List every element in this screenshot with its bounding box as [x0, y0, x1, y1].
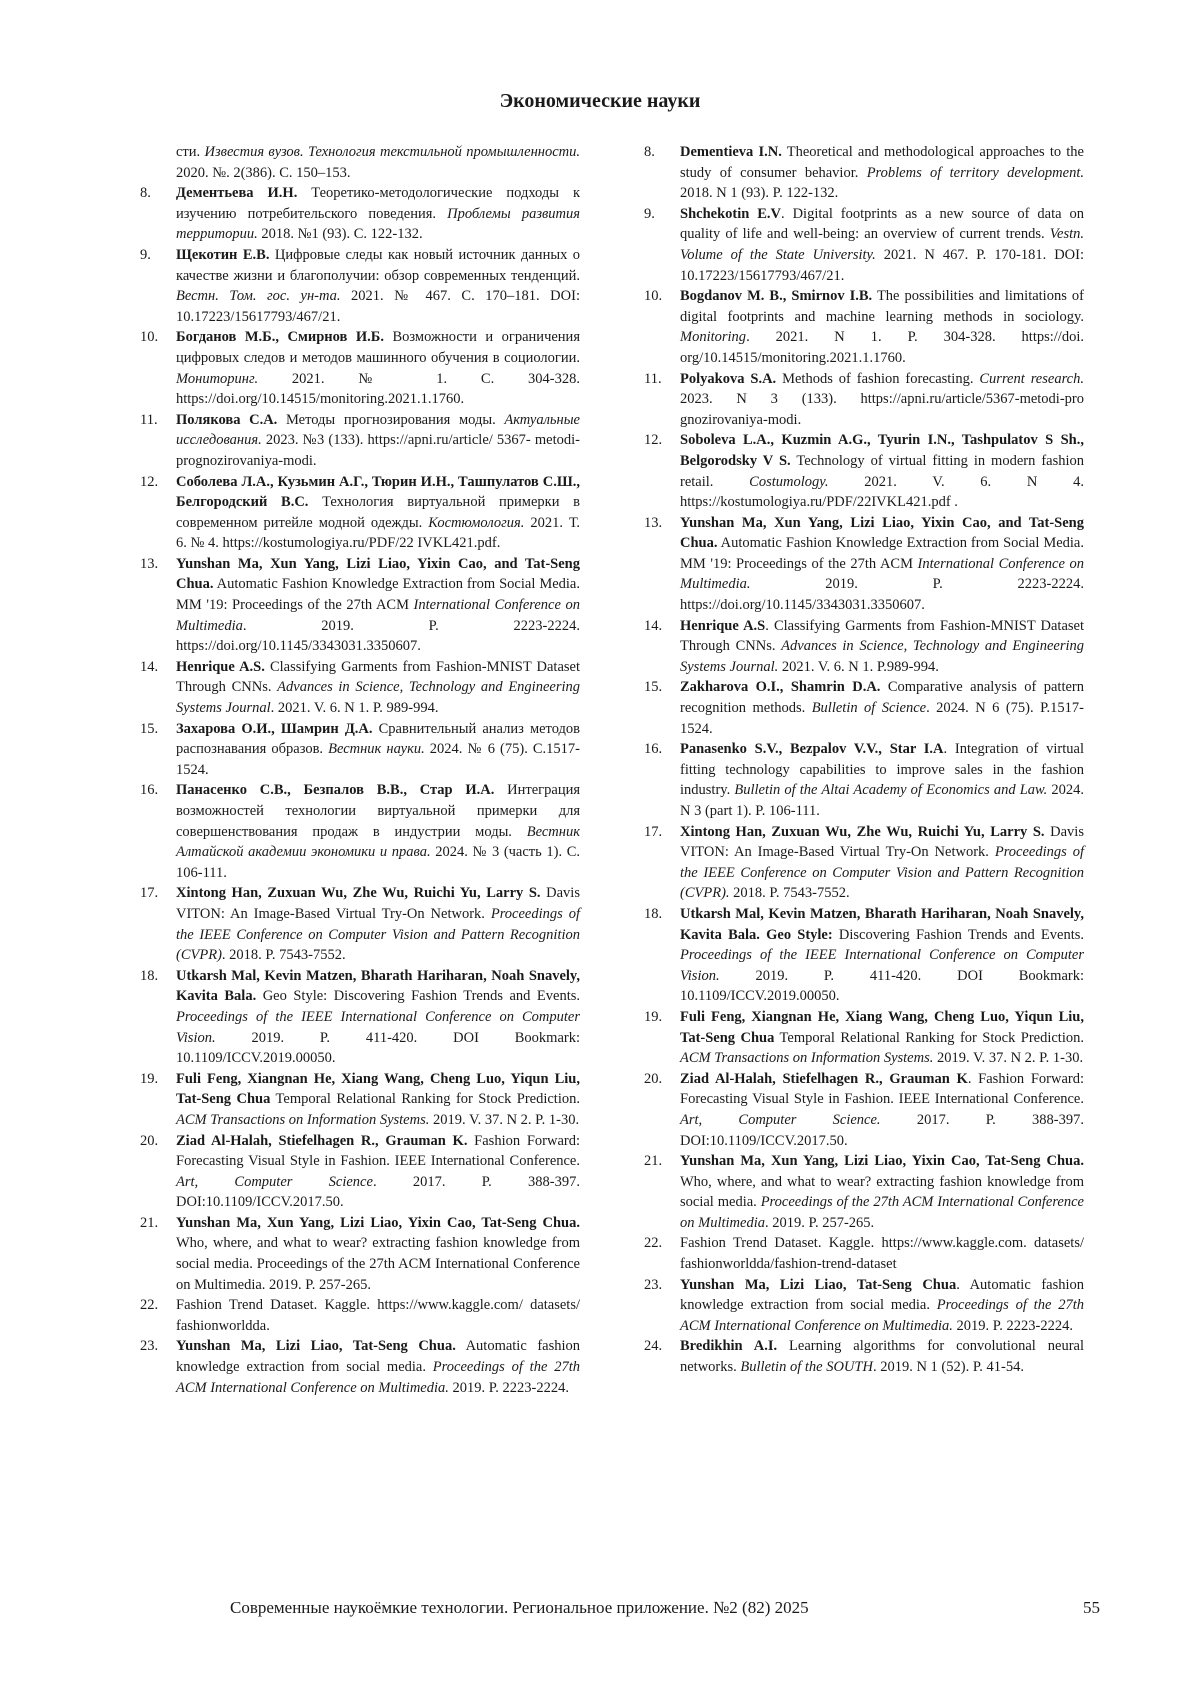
references-right-column [644, 142, 1084, 1378]
reference-item [644, 1275, 1084, 1337]
reference-number: 21. [644, 1153, 663, 1170]
reference-authors: Xintong Han, Zuxuan Wu, Zhe Wu, Ruichi Yu, Larry S. [680, 823, 1045, 840]
reference-text [680, 1275, 1084, 1337]
reference-source: Мониторинг. [176, 370, 259, 387]
reference-source: Monitoring [680, 329, 747, 346]
reference-item [644, 1233, 1084, 1274]
reference-item [644, 616, 1084, 678]
reference-text [176, 780, 580, 883]
reference-details: 2018. N 1 (93). P. 122-132. [680, 185, 839, 202]
reference-number: 22. [140, 1297, 159, 1314]
reference-number: 24. [644, 1338, 663, 1355]
reference-source: Vestn. Volume of the State University. [680, 226, 1084, 263]
reference-number: 8. [644, 144, 655, 160]
reference-source: Вестник Алтайской академии экономики и права. [176, 823, 580, 861]
reference-number: 19. [140, 1070, 159, 1087]
reference-details: 2019. V. 37. N 2. P. 1-30. [933, 1050, 1084, 1067]
reference-source: Advances in Science, Technology and Engineering Systems Journal [176, 679, 581, 717]
reference-item [644, 677, 1084, 739]
reference-item [644, 1151, 1084, 1233]
reference-text [176, 1295, 580, 1336]
reference-item [644, 430, 1084, 512]
reference-text [176, 554, 580, 657]
reference-text [680, 1069, 1084, 1151]
reference-number: 12. [140, 473, 159, 490]
reference-details: . 2024. N 6 (75). P.1517-1524. [680, 700, 1084, 737]
reference-number: 13. [644, 514, 663, 531]
reference-details: . 2021. V. 6. N 1. P. 989-994. [270, 700, 439, 717]
reference-item [644, 904, 1084, 1007]
reference-authors: Bogdanov M. B., Smirnov I.B. [680, 288, 873, 305]
reference-number: 16. [644, 741, 663, 758]
reference-details: Temporal Relational Ranking for Stock Prediction. [774, 1029, 1084, 1046]
reference-details: . 2021. N 1. P. 304-328. https://doi. org/10.14515/monitoring.2021.1.1760. [680, 329, 1084, 366]
reference-source: Bulletin of the Altai Academy of Economics and Law. [734, 782, 1048, 799]
reference-details: Classifying Garments from Fashion-MNIST Dataset Through CNNs. [176, 658, 581, 696]
reference-source: Proceedings of the 27th ACM International Conference on Multimedia [680, 1194, 1084, 1231]
reference-authors: Щекотин Е.В. [176, 246, 270, 263]
reference-details: 2024. № 6 (75). С.1517-1524. [176, 741, 580, 778]
reference-details: Automatic Fashion Knowledge Extraction from Social Media. MM '19: Proceedings of the 27th ACM [680, 535, 1084, 572]
reference-item [644, 1007, 1084, 1069]
reference-authors: Yunshan Ma, Xun Yang, Lizi Liao, Yixin Cao, Tat-Seng Chua. [680, 1153, 1084, 1170]
reference-details: . Fashion Forward: Forecasting Visual Style in Fashion. IEEE International Conference. [680, 1070, 1084, 1108]
reference-details: Davis VITON: An Image-Based Virtual Try-On Network. [680, 823, 1084, 861]
reference-details: Цифровые следы как новый источник данных о качестве жизни и благополучии: обзор современных тенденций. [176, 246, 580, 284]
reference-item [140, 245, 580, 327]
reference-details: . Digital footprints as a new source of data on quality of life and well-being: an overview of current trends. [680, 205, 1084, 243]
reference-item [140, 327, 580, 409]
reference-source: ACM Transactions on Information Systems. [176, 1111, 430, 1128]
reference-details: 2018. P. 7543-7552. [729, 885, 850, 902]
reference-details: 2023. N 3 (133). https://apni.ru/article/5367-metodi-pro gnozirovaniya-modi. [680, 391, 1084, 428]
reference-authors: Ziad Al-Halah, Stiefelhagen R., Grauman K. [176, 1132, 468, 1149]
reference-text [680, 739, 1084, 821]
reference-item [140, 719, 580, 781]
reference-text [680, 369, 1084, 431]
reference-item [140, 966, 580, 1069]
reference-details: . Classifying Garments from Fashion-MNIST Dataset Through CNNs. [680, 617, 1085, 655]
reference-source: Proceedings of the IEEE Conference on Computer Vision and Pattern Recognition (CVPR). [680, 844, 1084, 902]
reference-source: Актуальные исследования. [176, 411, 580, 449]
reference-details: Сравнительный анализ методов распознавания образов. [176, 720, 581, 758]
reference-authors: Utkarsh Mal, Kevin Matzen, Bharath Hariharan, Noah Snavely, Kavita Bala. Geo Style: [680, 905, 1084, 943]
reference-item [140, 1213, 580, 1295]
reference-number: 15. [140, 720, 159, 737]
reference-source: Вестн. Том. гос. ун-та. [176, 288, 341, 305]
reference-number: 18. [140, 967, 159, 984]
reference-authors: Yunshan Ma, Lizi Liao, Tat-Seng Chua. [176, 1338, 456, 1355]
reference-text [176, 245, 580, 327]
reference-number: 11. [140, 411, 158, 428]
reference-details: . 2017. P. 388-397. DOI:10.1109/ICCV.2017.50. [176, 1173, 580, 1211]
reference-authors: Xintong Han, Zuxuan Wu, Zhe Wu, Ruichi Yu, Larry S. [176, 885, 541, 902]
reference-source: Proceedings of the IEEE International Conference on Computer Vision. [680, 947, 1084, 984]
reference-text [176, 1131, 580, 1213]
reference-details: Who, where, and what to wear? extracting fashion knowledge from social media. Proceedings of the 27th ACM International Conference on Multimedia. 2019. P. 257-265. [176, 1235, 580, 1293]
reference-text [680, 430, 1084, 512]
reference-source: Известия вузов. Технология текстильной промышленности. [204, 144, 580, 160]
reference-details: Geo Style: Discovering Fashion Trends and Events. [256, 988, 580, 1005]
reference-authors: Yunshan Ma, Lizi Liao, Tat-Seng Chua [680, 1276, 957, 1293]
reference-number: 23. [140, 1338, 159, 1355]
reference-item [140, 1336, 580, 1398]
reference-number: 15. [644, 679, 663, 696]
reference-text [680, 142, 1084, 204]
reference-source: Costumology. [749, 473, 829, 490]
reference-text [680, 204, 1084, 286]
reference-details: 2021. N 467. P. 170-181. DOI: 10.17223/15617793/467/21. [680, 246, 1084, 284]
reference-item [644, 369, 1084, 431]
reference-item [644, 286, 1084, 368]
reference-details: Fashion Trend Dataset. Kaggle. https://www.kaggle.com/ datasets/ fashionworldda. [176, 1297, 580, 1334]
reference-text [176, 719, 580, 781]
reference-details: 2017. P. 388-397. DOI:10.1109/ICCV.2017.50. [680, 1111, 1084, 1149]
reference-item [140, 1131, 580, 1213]
reference-details: Methods of fashion forecasting. [776, 370, 980, 387]
reference-source: Bulletin of Science [811, 700, 927, 717]
reference-details: Discovering Fashion Trends and Events. [832, 926, 1084, 943]
reference-details: . 2018. P. 7543-7552. [221, 947, 346, 964]
reference-authors: Soboleva L.A., Kuzmin A.G., Tyurin I.N., Tashpulatov S Sh., Belgorodsky V S. [680, 432, 1084, 469]
reference-text [680, 513, 1084, 616]
reference-item [644, 822, 1084, 904]
reference-item [140, 554, 580, 657]
reference-authors: Yunshan Ma, Xun Yang, Lizi Liao, Yixin Cao, and Tat-Seng Chua. [680, 514, 1084, 552]
reference-details: 2021. V. 6. N 1. P.989-994. [778, 658, 939, 675]
reference-details: 2019. P. 411-420. DOI Bookmark: 10.1109/ICCV.2019.00050. [176, 1029, 580, 1067]
reference-text [680, 616, 1084, 678]
reference-source: Problems of territory development. [866, 164, 1084, 181]
reference-number: 23. [644, 1276, 663, 1293]
reference-details: Who, where, and what to wear? extracting fashion knowledge from social media. [680, 1173, 1084, 1211]
reference-authors: Dementieva I.N. [680, 144, 782, 160]
reference-text [176, 1069, 580, 1131]
reference-text [176, 327, 580, 409]
reference-source: Proceedings of the IEEE International Conference on Computer Vision. [176, 1008, 580, 1046]
reference-text [176, 966, 580, 1069]
reference-authors: Соболева Л.А., Кузьмин А.Г., Тюрин И.Н., Ташпулатов С.Ш., Белгородский В.С. [176, 473, 580, 511]
reference-number: 11. [644, 370, 662, 387]
reference-details: Comparative analysis of pattern recognition methods. [680, 679, 1084, 717]
reference-text [680, 1007, 1084, 1069]
reference-details: Fashion Forward: Forecasting Visual Style in Fashion. IEEE International Conference. [176, 1132, 580, 1170]
reference-number: 8. [140, 185, 151, 202]
reference-number: 22. [644, 1235, 663, 1252]
reference-details: Теоретико-методологические подходы к изучению потребительского поведения. [176, 185, 580, 222]
reference-source: Proceedings of the 27th ACM International Conference on Multimedia. [176, 1359, 580, 1396]
reference-number: 16. [140, 782, 159, 799]
reference-item [140, 472, 580, 554]
reference-details: Automatic fashion knowledge extraction from social media. [176, 1338, 581, 1376]
reference-number: 13. [140, 555, 159, 572]
reference-source: Art, Computer Science [176, 1173, 373, 1190]
reference-authors: Yunshan Ma, Xun Yang, Lizi Liao, Yixin Cao, and Tat-Seng Chua. [176, 555, 580, 593]
reference-source: Proceedings of the 27th ACM International Conference on Multimedia. [680, 1297, 1084, 1334]
reference-details: 2021. Т. 6. № 4. https://kostumologiya.ru/PDF/22 IVKL421.pdf. [176, 514, 580, 552]
reference-authors: Polyakova S.A. [680, 370, 777, 387]
reference-details: Learning algorithms for convolutional neural networks. [680, 1338, 1084, 1376]
reference-text [680, 822, 1084, 904]
reference-details: 2019. V. 37. N 2. P. 1-30. [429, 1111, 580, 1128]
reference-item [644, 513, 1084, 616]
reference-authors: Захарова О.И., Шамрин Д.А. [176, 720, 373, 737]
reference-text [176, 142, 580, 183]
reference-details: 2019. P. 411-420. DOI Bookmark: 10.1109/ICCV.2019.00050. [680, 967, 1084, 1005]
reference-authors: Дементьева И.Н. [176, 185, 298, 202]
reference-details: Temporal Relational Ranking for Stock Prediction. [270, 1091, 580, 1108]
reference-text [680, 1233, 1084, 1274]
reference-item [140, 142, 580, 183]
journal-footer: Современные наукоёмкие технологии. Региональное приложение. №2 (82) 2025 [230, 1598, 809, 1617]
reference-text [176, 472, 580, 554]
section-header: Экономические науки [499, 90, 701, 112]
reference-text [680, 677, 1084, 739]
reference-details: Методы прогнозирования моды. [277, 411, 505, 428]
reference-details: 2021. № 1. С. 304-328. https://doi.org/10.14515/monitoring.2021.1.1760. [176, 370, 580, 408]
reference-details: . 2019. N 1 (52). P. 41-54. [872, 1359, 1024, 1376]
reference-number: 10. [140, 329, 159, 346]
reference-details: . 2019. P. 2223-2224. https://doi.org/10.1145/3343031.3350607. [176, 617, 580, 655]
reference-text [680, 1336, 1084, 1377]
reference-authors: Zakharova O.I., Shamrin D.A. [680, 679, 881, 696]
reference-text [680, 286, 1084, 368]
reference-source: Bulletin of the SOUTH [740, 1359, 873, 1376]
reference-details: Davis VITON: An Image-Based Virtual Try-On Network. [176, 885, 580, 922]
reference-number: 21. [140, 1214, 159, 1231]
references-left-column [140, 142, 580, 1398]
reference-details: Возможности и ограничения цифровых следов и методов машинного обучения в социологии. [176, 329, 580, 366]
reference-details: Технология виртуальной примерки в современном ритейле модной одежды. [176, 494, 580, 531]
reference-text [680, 904, 1084, 1007]
reference-details: 2019. P. 2223-2224. [952, 1317, 1073, 1334]
reference-source: International Conference on Multimedia. [680, 555, 1084, 593]
reference-authors: Henrique A.S. [176, 658, 265, 675]
reference-source: International Conference on Multimedia [176, 597, 580, 634]
reference-details: 2024. № 3 (часть 1). С. 106-111. [176, 844, 580, 881]
reference-text [176, 410, 580, 472]
reference-details: 2019. P. 2223-2224. https://doi.org/10.1145/3343031.3350607. [680, 576, 1084, 614]
reference-details: Technology of virtual fitting in modern fashion retail. [680, 452, 1085, 490]
reference-source: Вестник науки. [328, 741, 425, 758]
reference-item [140, 657, 580, 719]
reference-details: 2021. № 467. С. 170–181. DOI: 10.17223/15617793/467/21. [176, 288, 580, 325]
reference-authors: Shchekotin E.V [680, 205, 782, 222]
reference-authors: Fuli Feng, Xiangnan He, Xiang Wang, Cheng Luo, Yiqun Liu, Tat-Seng Chua [176, 1070, 580, 1108]
reference-authors: Полякова С.А. [176, 411, 278, 428]
reference-details: сти. [176, 144, 205, 160]
reference-number: 17. [140, 885, 159, 902]
reference-item [140, 780, 580, 883]
reference-authors: Ziad Al-Halah, Stiefelhagen R., Grauman K [680, 1070, 968, 1087]
reference-text [176, 883, 580, 965]
reference-item [140, 410, 580, 472]
reference-text [176, 657, 580, 719]
reference-item [644, 142, 1084, 204]
reference-authors: Fuli Feng, Xiangnan He, Xiang Wang, Cheng Luo, Yiqun Liu, Tat-Seng Chua [680, 1008, 1084, 1046]
reference-authors: Utkarsh Mal, Kevin Matzen, Bharath Hariharan, Noah Snavely, Kavita Bala. [176, 967, 580, 1005]
reference-details: The possibilities and limitations of digital footprints and machine learning methods in sociology. [680, 288, 1084, 325]
reference-details: Theoretical and methodological approaches to the study of consumer behavior. [680, 144, 1084, 181]
reference-number: 12. [644, 432, 663, 449]
reference-item [644, 739, 1084, 821]
reference-source: Advances in Science, Technology and Engineering Systems Journal. [680, 638, 1085, 675]
page-number: 55 [1083, 1598, 1100, 1617]
reference-number: 14. [644, 617, 663, 634]
reference-details: 2018. №1 (93). С. 122-132. [257, 226, 423, 243]
reference-item [644, 1336, 1084, 1377]
reference-item [140, 1295, 580, 1336]
reference-text [680, 1151, 1084, 1233]
reference-authors: Yunshan Ma, Xun Yang, Lizi Liao, Yixin Cao, Tat-Seng Chua. [176, 1214, 580, 1231]
reference-text [176, 183, 580, 245]
reference-source: ACM Transactions on Information Systems. [680, 1050, 934, 1067]
reference-details: Fashion Trend Dataset. Kaggle. https://www.kaggle.com. datasets/ fashionworldda/fashion-trend-dataset [680, 1235, 1084, 1273]
reference-details: 2023. №3 (133). https://apni.ru/article/ 5367- metodi-prognozirovaniya-modi. [176, 432, 580, 469]
reference-number: 9. [140, 246, 151, 263]
reference-number: 18. [644, 905, 663, 922]
reference-source: Art, Computer Science. [680, 1111, 881, 1128]
reference-source: Костюмология. [428, 514, 525, 531]
reference-details: Automatic Fashion Knowledge Extraction from Social Media. MM '19: Proceedings of the 27th ACM [176, 576, 580, 614]
reference-number: 10. [644, 288, 663, 305]
reference-number: 20. [644, 1070, 663, 1087]
reference-details: 2024. N 3 (part 1). P. 106-111. [680, 782, 1085, 819]
reference-number: 14. [140, 658, 159, 675]
reference-item [644, 1069, 1084, 1151]
reference-item [140, 183, 580, 245]
reference-number: 17. [644, 823, 663, 840]
reference-source: Проблемы развития территории. [176, 205, 580, 243]
reference-authors: Панасенко С.В., Безпалов В.В., Стар И.А. [176, 782, 495, 799]
reference-item [644, 204, 1084, 286]
reference-details: 2020. №. 2(386). С. 150–153. [176, 164, 351, 181]
reference-details: 2021. V. 6. N 4. https://kostumologiya.ru/PDF/22IVKL421.pdf . [680, 473, 1084, 511]
reference-source: Current research. [979, 370, 1084, 387]
reference-number: 9. [644, 205, 655, 222]
reference-authors: Henrique A.S [680, 617, 766, 634]
reference-authors: Panasenko S.V., Bezpalov V.V., Star I.A [680, 741, 944, 758]
reference-details: 2019. P. 2223-2224. [448, 1379, 569, 1396]
reference-number: 20. [140, 1132, 159, 1149]
reference-item [140, 1069, 580, 1131]
reference-item [140, 883, 580, 965]
reference-authors: Богданов М.Б., Смирнов И.Б. [176, 329, 384, 346]
reference-details: . Automatic fashion knowledge extraction from social media. [680, 1276, 1085, 1314]
reference-authors: Bredikhin A.I. [680, 1338, 778, 1355]
reference-details: . 2019. P. 257-265. [764, 1214, 875, 1231]
reference-details: . Integration of virtual fitting technology capabilities to improve sales in the fashion industry. [680, 741, 1085, 799]
reference-source: Proceedings of the IEEE Conference on Computer Vision and Pattern Recognition (CVPR) [176, 905, 580, 964]
reference-details: Интеграция возможностей технологии виртуальной примерки для совершенствования продаж в индустрии моды. [176, 782, 581, 840]
reference-number: 19. [644, 1008, 663, 1025]
reference-text [176, 1213, 580, 1295]
reference-text [176, 1336, 580, 1398]
